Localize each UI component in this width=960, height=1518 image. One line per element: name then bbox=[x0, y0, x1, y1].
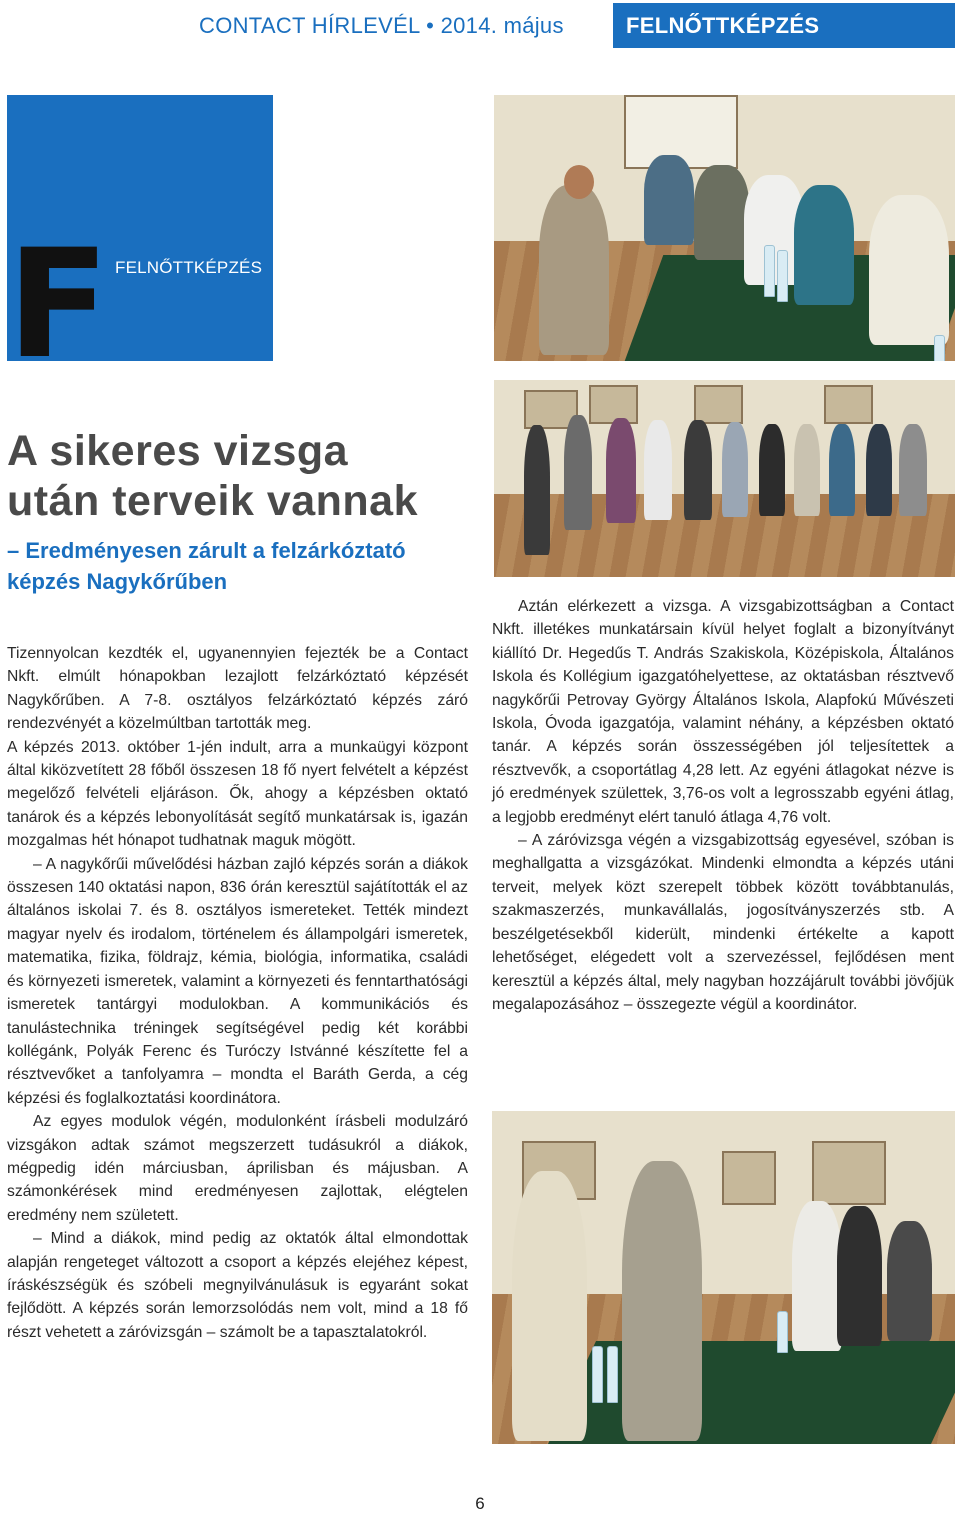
paragraph: – A nagykőrűi művelődési házban zajló képzés során a diákok összesen 140 oktatási napon, 836 órán keresztül sajátították el az általános iskolai 7. és 8. osztályos ismereteket. Tették mindezt magyar nyelv és irodalom, történelem és állampolgári ismeretek, matematika, fizika, földrajz, kémia, biológia, informatika, családi és környezeti ismeretek, valamint a környezeti és fenntarthatósági ismeretek tantárgyi modulokban. A kommunikációs és tanulástechnika tréningek segítségével pedig két korábbi kollégánk, Polyák Ferenc és Turóczy Istvánné készítette fel a résztvevőket a tanfolyamra – mondta el Baráth Gerda, a cég képzési és foglalkoztatási koordinátora. bbox=[7, 855, 468, 1107]
photo-person bbox=[622, 1161, 702, 1441]
paragraph: – Mind a diákok, mind pedig az oktatók által elmondottak alapján rengeteget változott a csoport a képzés elejéhez képest, íráskészségük és szóbeli megnyilvánulásuk is egyaránt sokat fejlődött. A képzés során lemorzsolódás nem volt, mind a 18 fő részt vehetett a záróvizsgán – számolt be a tapasztalatokról. bbox=[7, 1230, 468, 1341]
photo-person bbox=[887, 1221, 932, 1341]
paragraph: Aztán elérkezett a vizsga. A vizsgabizottságban a Contact Nkft. illetékes munkatársain kívül helyet foglalt a bizonyítványt kiállító Dr. Hegedűs T. András Szakiskola, Középiskola, Általános Iskola és Kollégium igazgatóhelyettese, az oktatásban résztvevő nagykőrűi Petrovay György Általános Iskola, Alapfokú Művészeti Iskola, Óvoda igazgatója, valamint néhány, a képzésben oktató tanár. A képzés során összességében jól teljesítettek a résztvevők, a csoportátlag 4,28 lett. Az egyéni átlagokat nézve is jó eredmények születtek, 3,76-os volt a legrosszabb egyéni átlag, a legjobb eredményt elért tanuló átlaga 4,76 volt. bbox=[492, 598, 954, 826]
photo-person bbox=[794, 424, 820, 516]
article-column-left bbox=[7, 642, 468, 1344]
photo-painting bbox=[812, 1141, 886, 1205]
photo-person bbox=[512, 1171, 587, 1441]
paragraph: – A záróvizsga végén a vizsgabizottság egyesével, szóban is meghallgatta a vizsgázókat. Mindenki elmondta a képzés utáni terveit, melyek közt szerepelt többek között továbbtanulás, szakmaszerzés, munkavállalás, jogosítványszerzés stb. A beszélgetésekből kiderült, mindenki értékelte a kapott lehetőséget, elégedett volt a szervezéssel, fejlődésen ment keresztül a képzés által, mely nagyban hozzájárult további jövőjük megalapozásához – összegezte végül a koordinátor. bbox=[492, 832, 954, 1013]
article-title bbox=[7, 426, 477, 526]
photo-person bbox=[606, 418, 636, 523]
section-header-badge bbox=[613, 3, 955, 48]
paragraph: Tizennyolcan kezdték el, ugyanennyien fejezték be a Contact Nkft. elmúlt hónapokban lezajlott felzárkóztató képzését Nagykőrűben. A 7-8. osztályos felzárkóztató képzés záró rendezvényét a közelmúltban tartották meg. bbox=[7, 645, 468, 733]
publication-header: CONTACT HÍRLEVÉL • 2014. május bbox=[199, 13, 564, 38]
photo-person bbox=[644, 420, 672, 520]
paragraph: Az egyes modulok végén, modulonként írásbeli modulzáró vizsgákon adtak számot megszerzett tudásukról a diákok, mégpedig idén márciusban, áprilisban és májusban. A számonkérések mind eredményesen zajlottak, elégtelen eredmény nem született. bbox=[7, 1113, 468, 1224]
section-header-label: FELNŐTTKÉPZÉS bbox=[626, 13, 820, 38]
photo-person bbox=[684, 420, 712, 520]
photo-bottle bbox=[777, 1311, 788, 1353]
photo-person bbox=[539, 185, 609, 355]
page-number: 6 bbox=[475, 1494, 485, 1513]
photo-bottle bbox=[934, 335, 945, 361]
article-subtitle-line1: – Eredményesen zárult a felzárkóztató bbox=[7, 538, 406, 563]
photo-bottle bbox=[777, 250, 788, 302]
photo-exam-committee bbox=[494, 95, 955, 361]
photo-painting bbox=[694, 385, 743, 424]
photo-person bbox=[794, 185, 854, 305]
article-title-line2: után terveik vannak bbox=[7, 477, 419, 525]
paragraph: A képzés 2013. október 1-jén indult, arra a munkaügyi központ által kiközvetített 28 főből összesen 18 fő nyert felvételt a képzést megelőző felvételi eljáráson. Ők, ahogy a képzésben oktató tanárok és a képzés lebonyolítását segítő munkatársak is, igazán mozgalmas hét hónapot tudhatnak maguk mögött. bbox=[7, 738, 468, 850]
section-block bbox=[7, 95, 273, 361]
photo-person bbox=[899, 424, 927, 516]
photo-person bbox=[866, 424, 892, 516]
photo-person bbox=[869, 195, 949, 345]
photo-person-head bbox=[564, 165, 594, 199]
photo-bottle bbox=[607, 1346, 618, 1403]
photo-person bbox=[722, 422, 748, 517]
article-subtitle-line2: képzés Nagykőrűben bbox=[7, 569, 228, 594]
photo-person bbox=[694, 165, 749, 260]
photo-bottle bbox=[764, 245, 775, 297]
photo-painting bbox=[824, 385, 873, 424]
article-column-right bbox=[492, 595, 954, 1016]
photo-participants-group bbox=[494, 380, 955, 577]
photo-committee-standing bbox=[492, 1111, 955, 1444]
photo-painting bbox=[589, 385, 638, 424]
section-block-label: FELNŐTTKÉPZÉS bbox=[115, 258, 263, 277]
photo-person bbox=[524, 425, 550, 555]
photo-person bbox=[644, 155, 694, 245]
photo-person bbox=[759, 424, 785, 516]
article-subtitle bbox=[7, 535, 477, 597]
photo-bottle bbox=[592, 1346, 603, 1403]
photo-person bbox=[837, 1206, 882, 1346]
photo-painting bbox=[722, 1151, 776, 1205]
section-initial-letter: F bbox=[7, 218, 110, 361]
photo-person bbox=[792, 1201, 842, 1351]
article-title-line1: A sikeres vizsga bbox=[7, 427, 349, 475]
photo-person bbox=[564, 415, 592, 530]
photo-person bbox=[829, 424, 855, 516]
